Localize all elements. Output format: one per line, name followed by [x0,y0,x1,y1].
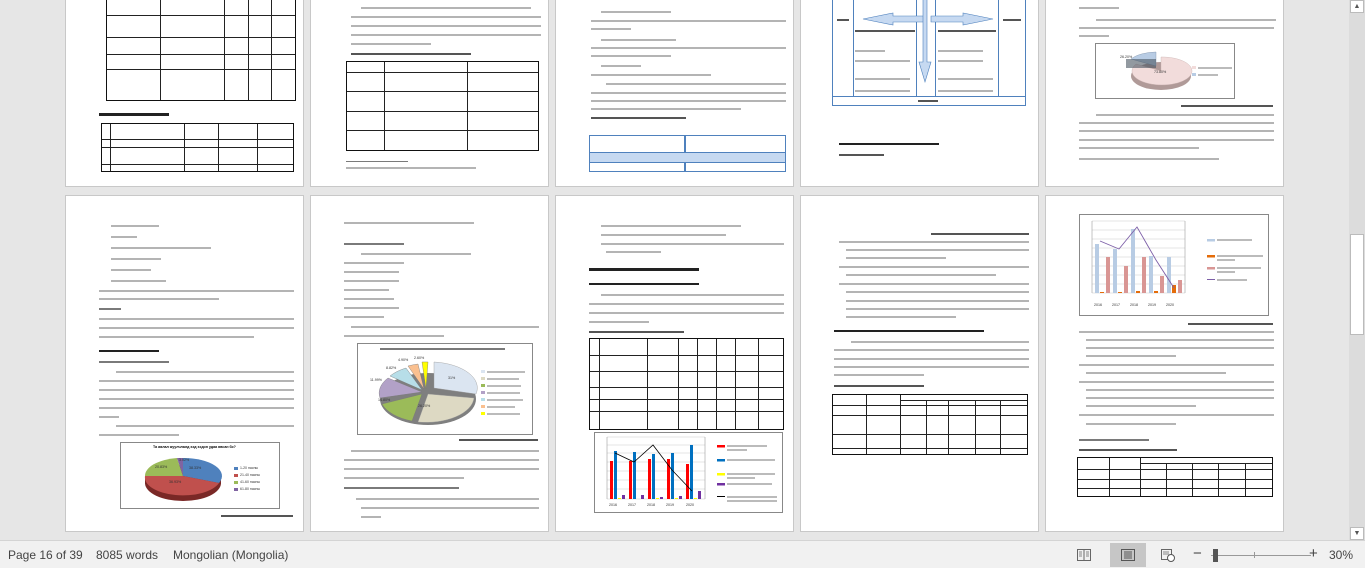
web-layout-button[interactable] [1150,543,1186,567]
blue-framed-table [589,135,786,172]
ratio-combo-chart: 2016 2017 2018 2019 2020 [594,432,783,513]
reasons-pie-chart: 31% 2.60% 4.90% 8.82% 11.99% 14.80% 26.20% [357,343,533,435]
zoom-in-button[interactable]: + [1309,545,1318,562]
methods-table [346,61,539,151]
read-mode-icon [1077,549,1091,561]
scroll-down-button[interactable] [1350,527,1364,540]
status-bar [0,540,1365,568]
vertical-scrollbar[interactable] [1349,0,1365,540]
zoom-slider-thumb[interactable] [1213,549,1218,562]
page-2 [310,195,549,532]
zoom-slider-track[interactable] [1211,555,1311,556]
read-mode-button[interactable] [1066,543,1102,567]
zoom-out-button[interactable]: − [1193,545,1202,562]
ratio-table [106,0,296,101]
scroll-thumb[interactable] [1350,234,1364,335]
page-3 [555,195,794,532]
page-top-4 [800,0,1039,187]
zoom-100-tick [1254,552,1255,558]
page-4 [800,195,1039,532]
print-layout-icon [1121,549,1135,561]
page-5 [1045,195,1284,532]
zoom-level[interactable]: 30% [1329,548,1354,562]
liquidity-combo-chart: 2016 2017 2018 2019 2020 [1079,214,1269,316]
indicator-table [832,394,1028,455]
page-top-3 [555,0,794,187]
swot-diagram [832,0,1026,106]
page-1 [65,195,304,532]
print-layout-button[interactable] [1110,543,1146,567]
section-heading [99,113,169,116]
page-top-5 [1045,0,1284,187]
scroll-up-button[interactable] [1350,0,1364,13]
profitability-table [1077,457,1273,497]
chevron-up-icon: ▲ [1353,3,1361,10]
pie-chart-small: 26.20% 73.80% [1095,43,1235,99]
plan-table [101,123,294,172]
age-pie-chart: Та аялал жуулчлалд хэд хэдэн удаа явсан бэ? 38.33% 36.93% 20.83% 3.02% 1-20 насны 21-40 насны 41-60 насны 61-80 насны [120,442,280,509]
page-top-2 [310,0,549,187]
language-indicator[interactable]: Mongolian (Mongolia) [173,548,289,562]
page-indicator[interactable]: Page 16 of 39 [8,548,83,562]
chevron-down-icon: ▼ [1353,530,1361,537]
financial-ratio-table [589,338,784,430]
page-top-1 [65,0,304,187]
web-layout-icon [1161,549,1175,562]
word-count[interactable]: 8085 words [96,548,159,562]
